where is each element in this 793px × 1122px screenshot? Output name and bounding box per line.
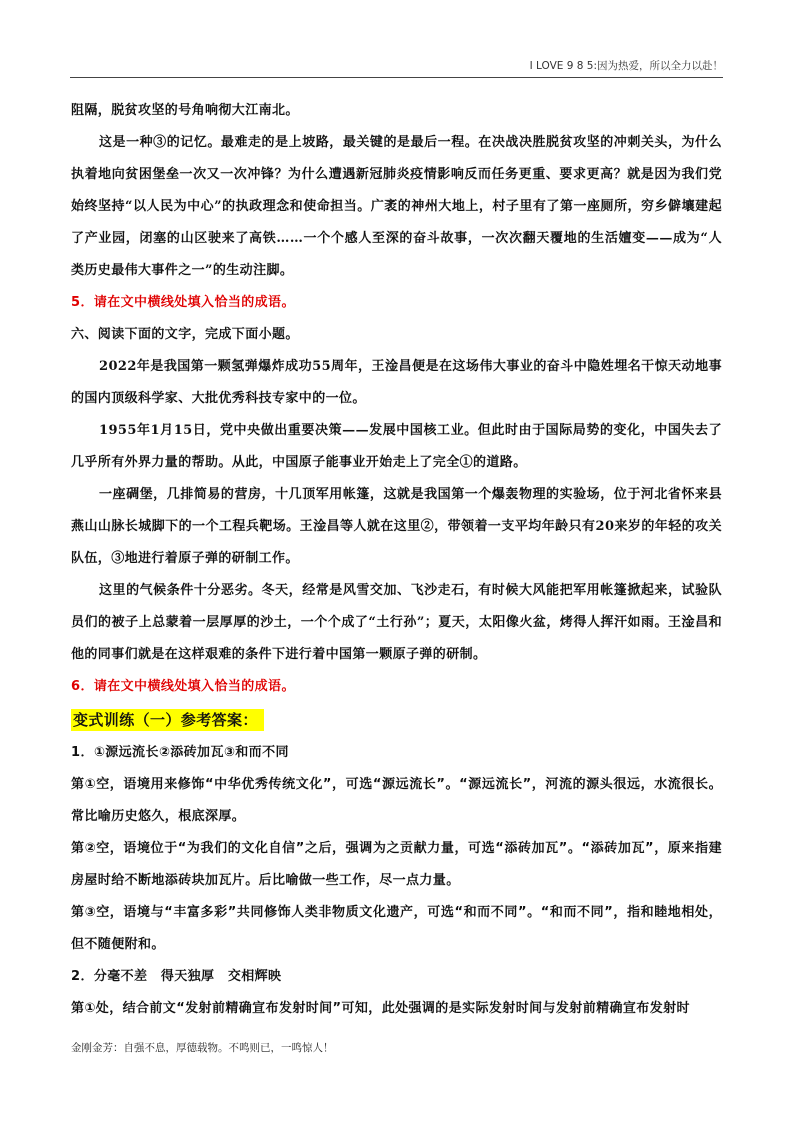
passage-paragraph: 2022年是我国第一颗氢弹爆炸成功55周年，王淦昌便是在这场伟大事业的奋斗中隐姓埋名干惊天动地事的国内顶级科学家、大批优秀科技专家中的一位。: [71, 359, 722, 406]
passage-paragraph: 这是一种③的记忆。最难走的是上坡路，最关键的是最后一程。在决战决胜脱贫攻坚的冲刺关头，为什么执着地向贫困堡垒一次又一次冲锋？为什么遭遇新冠肺炎疫情影响反而任务更重、要求更高？就是因为我们党始终坚持“以人民为中心”的执政理念和使命担当。广袤的神州大地上，村子里有了第一座厕所，穷乡僻壤建起了产业园，闭塞的山区驶来了高铁……一个个感人至深的奋斗故事，一次次翻天覆地的生活嬗变——成为“人类历史最伟大事件之一”的生动注脚。: [71, 135, 722, 278]
header-divider: [70, 77, 723, 78]
answer-section-heading: [71, 705, 722, 737]
answer-explanation: 第③空，语境与“丰富多彩”共同修饰人类非物质文化遗产，可选“和而不同”。“和而不同”，指和睦地相处，但不随便附和。: [71, 905, 722, 952]
answer-1: 1．①源远流长②添砖加瓦③和而不同: [71, 745, 289, 760]
passage-paragraph: 这里的气候条件十分恶劣。冬天，经常是风雪交加、飞沙走石，有时候大风能把军用帐篷掀起来，试验队员们的被子上总蒙着一层厚厚的沙土，一个个成了“土行孙”；夏天，太阳像火盆，烤得人挥汗如雨。王淦昌和他的同事们就是在这样艰难的条件下进行着中国第一颗原子弹的研制。: [71, 583, 722, 662]
page-footer: 金刚金芳：自强不息，厚德载物。不鸣则已，一鸣惊人！: [71, 1042, 334, 1054]
answer-explanation: 第①处，结合前文“发射前精确宣布发射时间”可知，此处强调的是实际发射时间与发射前精确宣布发射时: [71, 1001, 690, 1016]
answer-2: 2．分毫不差 得天独厚 交相辉映: [71, 969, 282, 984]
passage-paragraph: 1955年1月15日，党中央做出重要决策——发展中国核工业。但此时由于国际局势的变化，中国失去了几乎所有外界力量的帮助。从此，中国原子能事业开始走上了完全①的道路。: [71, 423, 722, 470]
question-5: 5．请在文中横线处填入恰当的成语。: [71, 295, 295, 310]
section-six-heading: 六、阅读下面的文字，完成下面小题。: [71, 327, 299, 342]
passage-paragraph: 一座碉堡，几排简易的营房，十几顶军用帐篷，这就是我国第一个爆轰物理的实验场，位于河北省怀来县燕山山脉长城脚下的一个工程兵靶场。王淦昌等人就在这里②，带领着一支平均年龄只有20来岁的年轻的攻关队伍，③地进行着原子弹的研制工作。: [71, 487, 722, 566]
document-body: [71, 95, 722, 1025]
answer-heading-highlight: 变式训练（一）参考答案：: [71, 709, 264, 731]
answer-explanation: 第①空，语境用来修饰“中华优秀传统文化”，可选“源远流长”。“源远流长”，河流的源头很远，水流很长。常比喻历史悠久，根底深厚。: [71, 777, 722, 824]
question-6: 6．请在文中横线处填入恰当的成语。: [71, 679, 295, 694]
answer-explanation: 第②空，语境位于“为我们的文化自信”之后，强调为之贡献力量，可选“添砖加瓦”。“添砖加瓦”，原来指建房屋时给不断地添砖块加瓦片。后比喻做一些工作，尽一点力量。: [71, 841, 722, 888]
page-header: I LOVE 9 8 5:因为热爱，所以全力以赴！: [529, 60, 723, 72]
passage-paragraph: 阻隔，脱贫攻坚的号角响彻大江南北。: [71, 103, 299, 118]
